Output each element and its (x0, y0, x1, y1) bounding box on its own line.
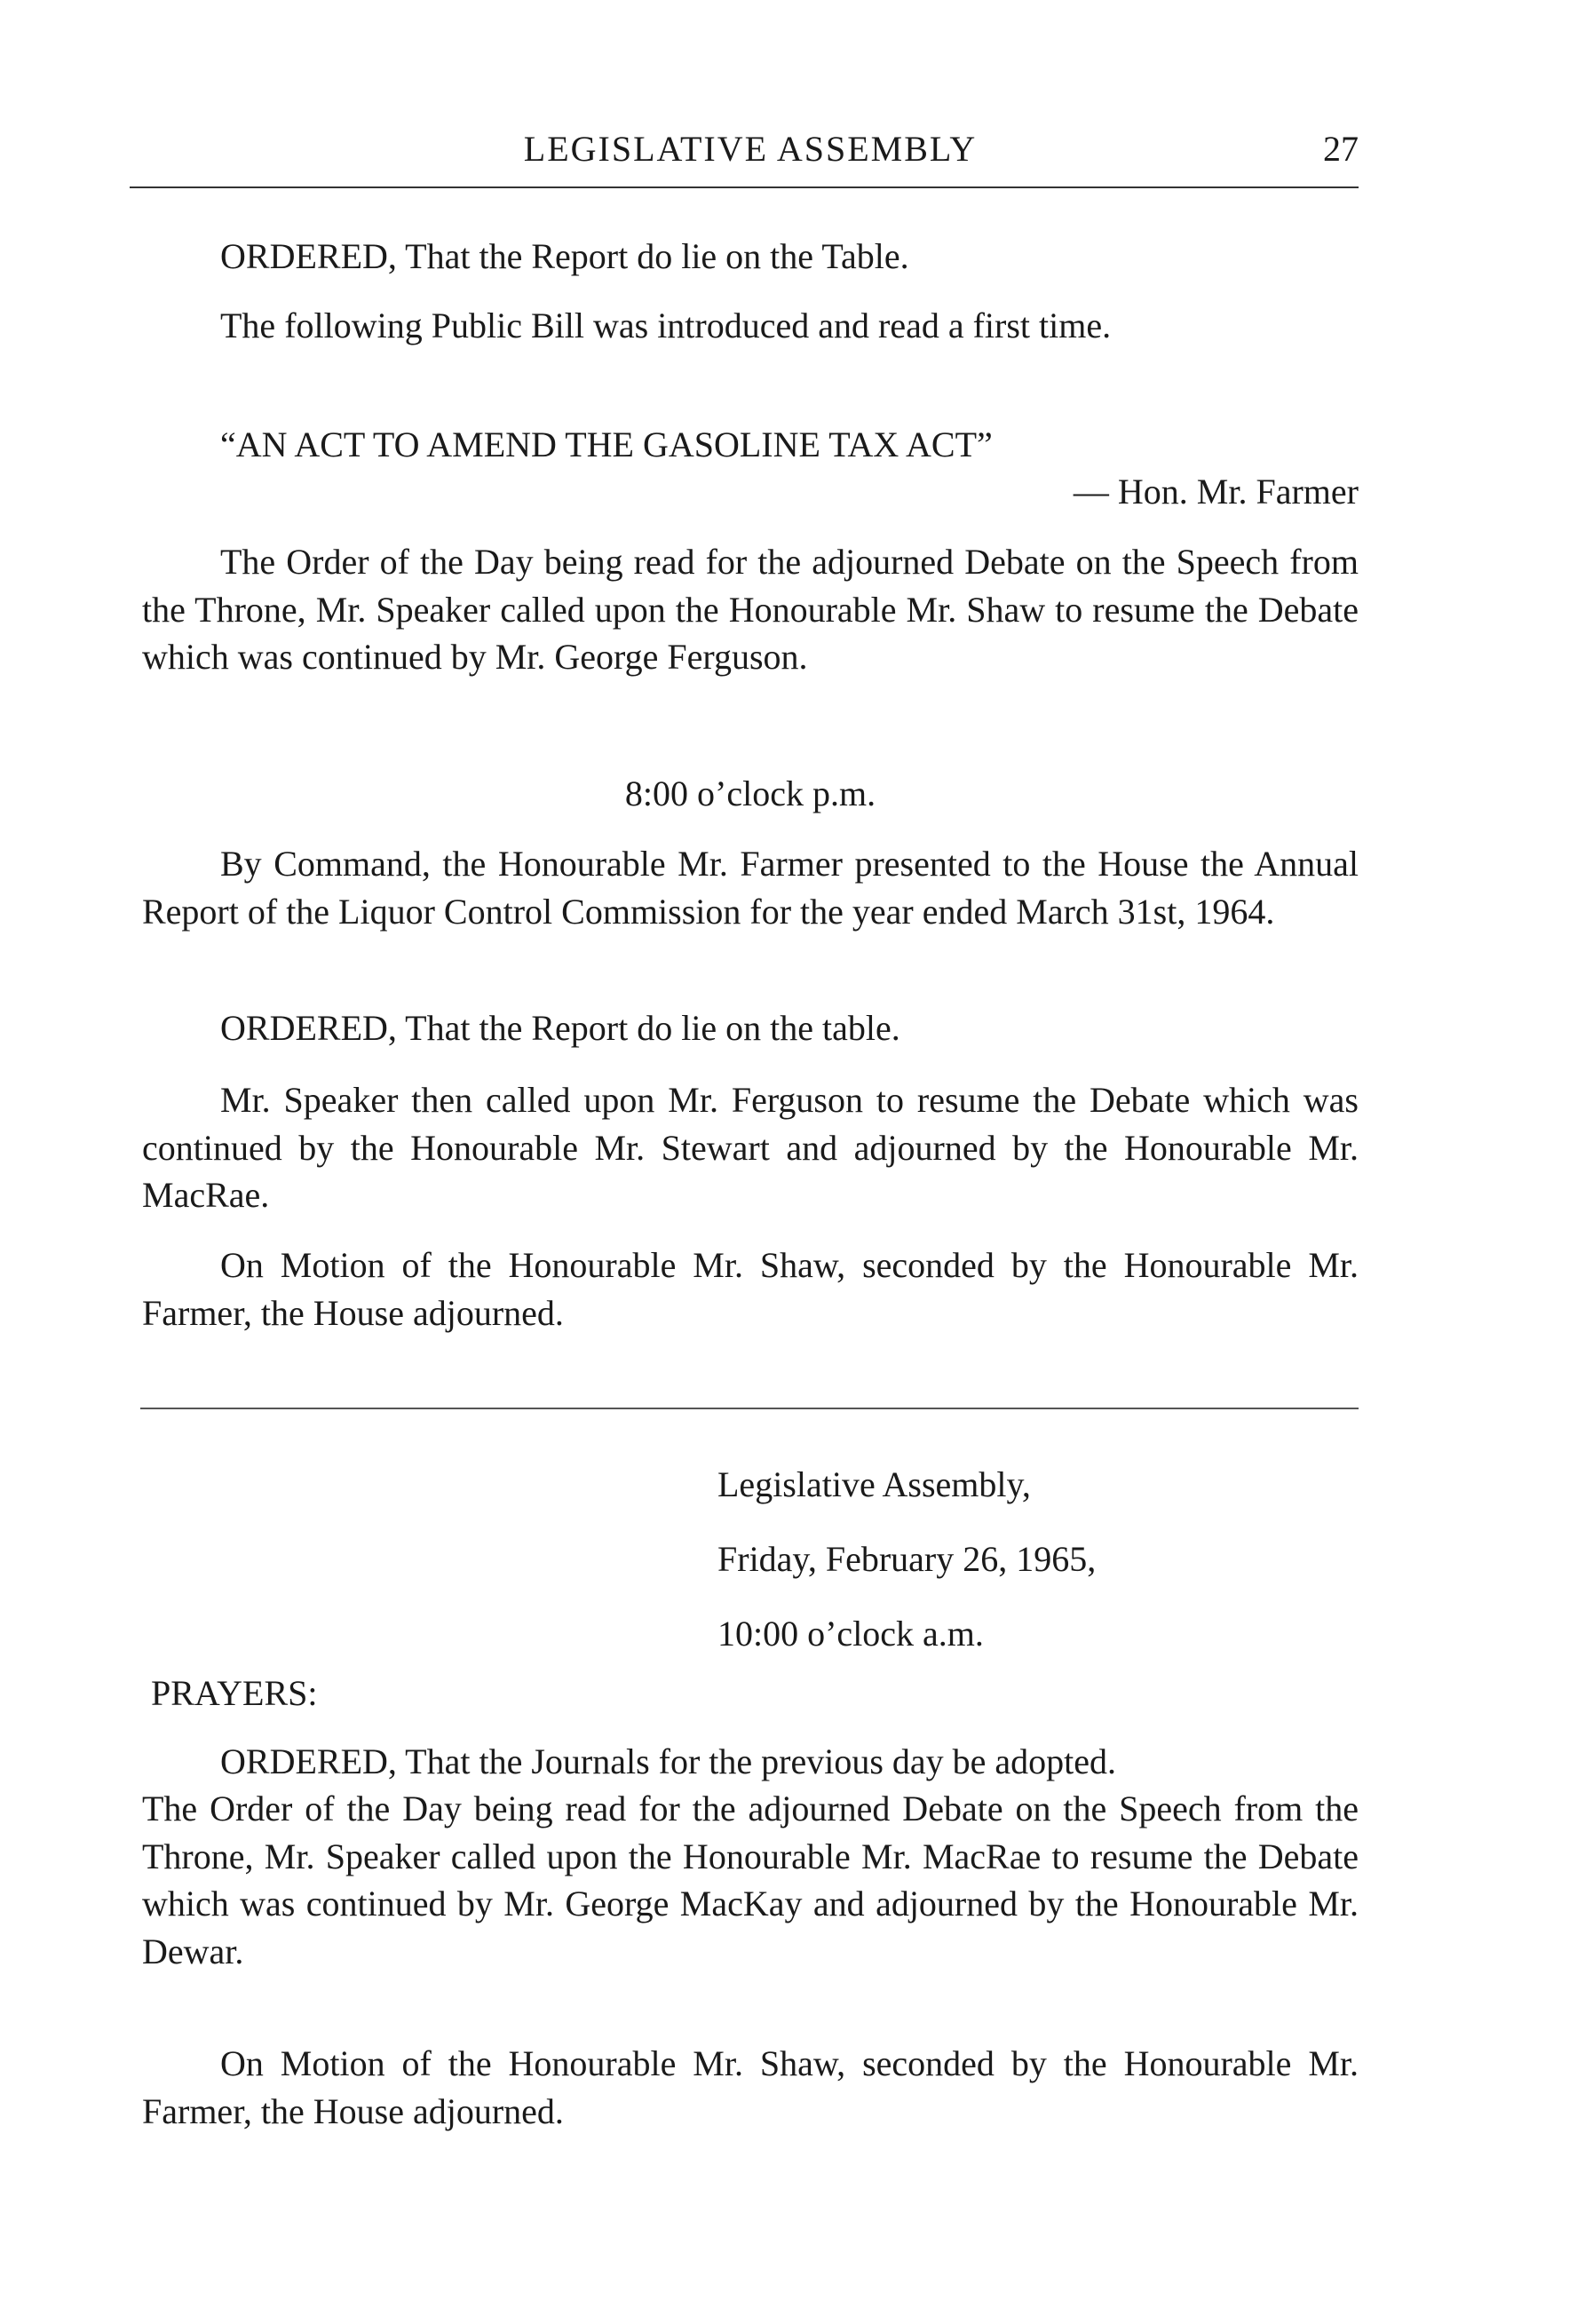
running-title: LEGISLATIVE ASSEMBLY (523, 129, 978, 169)
paragraph-ordered-table: ORDERED, That the Report do lie on the table. (220, 1008, 900, 1048)
sitting-date: Friday, February 26, 1965, (717, 1539, 1097, 1579)
paragraph-adjourned-2: On Motion of the Honourable Mr. Shaw, seconded by the Honourable Mr. Farmer, the House adjourned. (142, 2043, 1359, 2131)
bill-title: “AN ACT TO AMEND THE GASOLINE TAX ACT” (220, 424, 993, 464)
time-evening: 8:00 o’clock p.m. (624, 773, 876, 813)
paragraph-order-of-day: The Order of the Day being read for the adjourned Debate on the Speech from the Throne, Mr. Speaker called upon the Honourable Mr. Shaw to resume the Debate which was continued by Mr. George Ferguson. (142, 542, 1359, 677)
paragraph-ordered-report: ORDERED, That the Report do lie on the Table. (220, 236, 909, 276)
paragraph-by-command: By Command, the Honourable Mr. Farmer presented to the House the Annual Report of the Liquor Control Commission for the year ended March 31st, 1964. (142, 844, 1359, 932)
running-head (142, 123, 1359, 176)
paragraph-public-bill: The following Public Bill was introduced and read a first time. (220, 305, 1112, 345)
paragraph-journals-adopted: ORDERED, That the Journals for the previous day be adopted. (220, 1741, 1117, 1781)
paragraph-speaker-called: Mr. Speaker then called upon Mr. Ferguson to resume the Debate which was continued by the Honourable Mr. Stewart and adjourned by the Honourable Mr. MacRae. (142, 1080, 1359, 1215)
section-rule (140, 1408, 1359, 1409)
prayers-heading: PRAYERS: (151, 1673, 318, 1713)
page-number: 27 (1323, 129, 1359, 169)
paragraph-adjourned-1: On Motion of the Honourable Mr. Shaw, seconded by the Honourable Mr. Farmer, the House adjourned. (142, 1245, 1359, 1333)
sitting-time: 10:00 o’clock a.m. (717, 1614, 984, 1654)
sitting-place: Legislative Assembly, (717, 1464, 1031, 1504)
bill-sponsor: — Hon. Mr. Farmer (1073, 472, 1359, 512)
paragraph-order-of-day-2: The Order of the Day being read for the adjourned Debate on the Speech from the Throne, Mr. Speaker called upon the Honourable Mr. MacRae to resume the Debate which was continued by Mr. George MacKay and adjourned by the Honourable Mr. Dewar. (142, 1789, 1359, 1971)
header-rule (130, 186, 1359, 188)
